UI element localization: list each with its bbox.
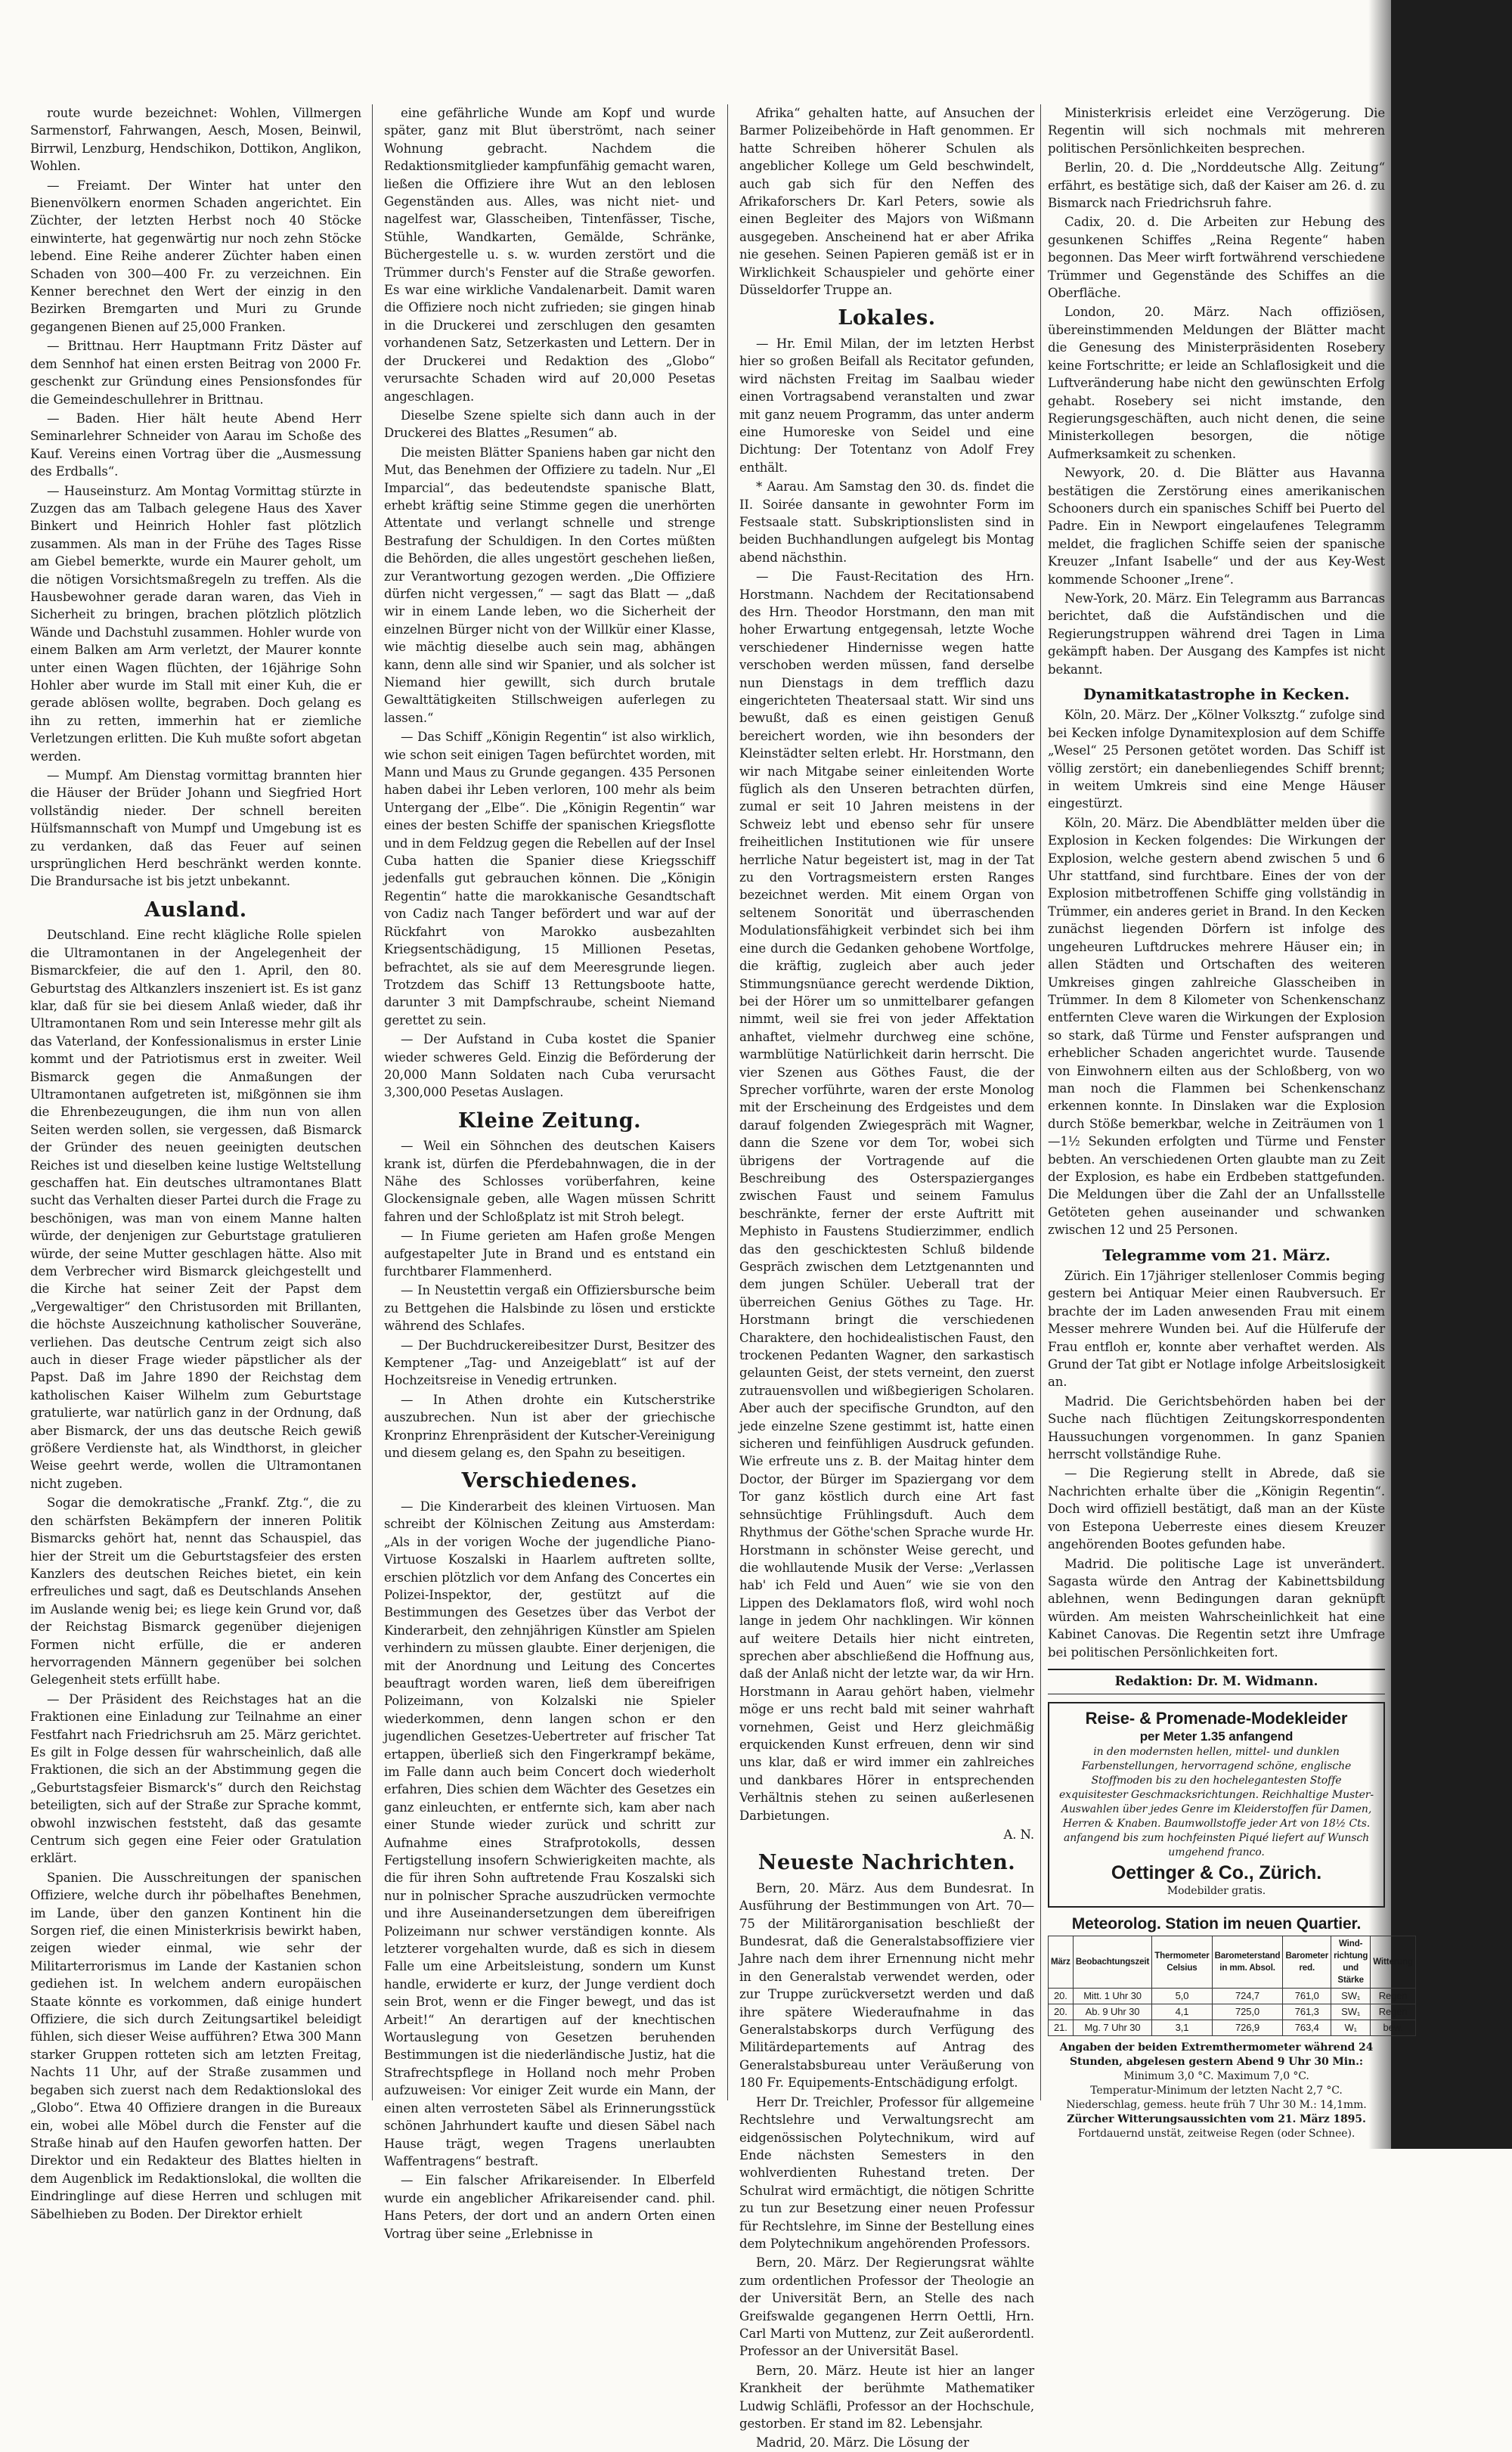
column-header: Barometerstand in mm. Absol. xyxy=(1212,1936,1283,1989)
weather-forecast: Fortdauernd unstät, zeitweise Regen (oder Schnee). xyxy=(1077,2128,1356,2140)
cell: 761,3 xyxy=(1283,2004,1331,2020)
paragraph: Madrid, 20. März. Die Lösung der xyxy=(756,2435,969,2450)
column-2 xyxy=(384,104,715,2241)
cell: 761,0 xyxy=(1283,1989,1331,2004)
cell: 3,1 xyxy=(1152,2020,1212,2036)
paragraph: — In Athen drohte ein Kutscherstrike auszubrechen. Nun ist aber der griechische Kronprinz Ehrenpräsident der Kutscher-Vereinigung und diesem gelang es, den Spahn zu beseitigen. xyxy=(384,1392,715,1461)
paragraph: Bern, 20. März. Der Regierungsrat wählte zum ordentlichen Professor der Theologie an der Universität Bern, an Stelle des nach Greifswalde gegangenen Herrn Oettli, Hrn. Carl Marti von Muttenz, zur Zeit außerordentl. Professor an der Universität Basel. xyxy=(739,2255,1034,2359)
cell: bew. xyxy=(1371,2020,1416,2036)
paragraph: Newyork, 20. d. Die Blätter aus Havanna bestätigen die Zerstörung eines amerikanischen Schooners durch ein spanisches Schiff bei Puerto del Padre. Ein in Newport eingelaufenes Telegramm meldet, die fraglichen Schiffe seien der spanische Kreuzer „Infant Isabelle“ und der aus Key-West kommende Schooner „Irene“. xyxy=(1048,466,1385,587)
weather-note: Niederschlag, gemess. heute früh 7 Uhr 30 M.: 14,1mm. xyxy=(1066,2099,1367,2112)
paragraph: — Die Kinderarbeit des kleinen Virtuosen. Man schreibt der Kölnischen Zeitung aus Amsterdam: „Als in der vorigen Woche der jugendliche Piano-Virtuose Koszalski in Haarlem auftreten sollte, erschien plötzlich vor dem Anfang des Concertes ein Polizei-Inspektor, der, gestützt auf die Bestimmungen des Gesetzes über das Verbot der Kinderarbeit, den zehnjährigen Künstler am Spielen verhindern zu müssen glaubte. Einer derjenigen, die mit der Anordnung und Leitung des Concertes beauftragt worden waren, ließ dem übereifrigen Polizeimann, von Kolzalski nie Spieler wiederkommen, denn langen schon er den jugendlichen Gesetzes-Uebertreter auf frischer Tat ertappen, überließ sich den Fingerkrampf bekäme, im Falle dann auch beim Concert doch wiederholt erfahren, Dies schien dem Wächter des Gesetzes ein ganz einleuchten, er entfernte sich, kam aber nach einer Stunde wieder zurück und schritt zur Aufnahme eines Strafprotokolls, dessen Fertigstellung insofern Schwierigkeiten machte, als die für ihren Sohn auftretende Frau Koszalski sich nur in polnischer Sprache auszudrücken vermochte und ihre Auseinandersetzungen dem übereifrigen Polizeimann nur schwer verständigen konnte. Als letzterer vorgehalten wurde, daß es sich in diesem Falle um eine Arbeitsleistung, sondern um Kunst handle, erwiderte er kurz, der Junge verdient doch sein Brot, wenn er die Finger bewegt, und das ist Arbeit!“ An derartigen auf der knechtischen Wortauslegung von Gesetzen beruhenden Bestimmungen ist die niederländische Justiz, hat die Strafrechtspflege in Holland noch mehr Proben aufzuweisen: Vor einiger Zeit wurde ein Mann, der einen alten verrosteten Säbel als Erinnerungsstück schönen Jahrhundert kaufte und diesen Säbel nach Hause trägt, wegen Tragens unerlaubten Waffentragens“ bestraft. xyxy=(384,1499,715,2168)
paragraph: — Mumpf. Am Dienstag vormittag brannten hier die Häuser der Brüder Johann und Siegfried Hort vollständig nieder. Der schnell bereiten Hülfsmannschaft von Mumpf und Umgebung ist es zu verdanken, daß das Feuer auf seinen ursprünglichen Herd beschränkt werden konnte. Die Brandursache ist bis jetzt unbekannt. xyxy=(30,768,361,889)
cell: 763,4 xyxy=(1283,2020,1331,2036)
cell: Ab. 9 Uhr 30 xyxy=(1073,2004,1151,2020)
cell: 20. xyxy=(1049,1989,1074,2004)
column-header: Witterung xyxy=(1371,1936,1416,1989)
paragraph: Afrika“ gehalten hatte, auf Ansuchen der Barmer Polizeibehörde in Haft genommen. Er hatte Schreiben höherer Schulen als angeblicher Kollege um Geld beschwindelt, auch gab sich für den Neffen des Afrikaforschers Dr. Karl Peters, sowie als einen Begleiter des Majors von Wißmann ausgegeben. Anscheinend hat er aber Afrika nie gesehen. Seinen Papieren gemäß ist er in Wirklichkeit Schauspieler und gehörte einer Düsseldorfer Truppe an. xyxy=(739,106,1034,298)
cell: 21. xyxy=(1049,2020,1074,2036)
paragraph: — Die Regierung stellt in Abrede, daß sie Nachrichten erhalte über die „Königin Regentin“. Doch wird offiziell bestätigt, daß man an der Küste von Estepona Ueberreste eines diesem Kreuzer angehörenden Bootes gefunden habe. xyxy=(1048,1466,1385,1552)
paragraph: — Die Faust-Recitation des Hrn. Horstmann. Nachdem der Recitationsabend des Hrn. Theodor Horstmann, den man mit hoher Erwartung entgegensah, letzte Woche verschiedener Hindernisse wegen hatte verschoben werden müssen, fand derselbe nun Dienstags in dem trefflich dazu eingerichteten Theatersaal statt. Wir sind uns bewußt, daß es einen geistigen Genuß bereichert worden, wie ihn besonders der Kleinstädter selten erlebt. Hr. Horstmann, den wir nach Mitgabe seiner einleitenden Worte füglich als den Unseren betrachten dürfen, zumal er seit 10 Jahren meistens in der Schweiz lebt und ebenso sehr für unsere freiheitlichen Institutionen wie für unsere herrliche Natur begeistert ist, mag in der Tat zu den Vortragsmeistern ersten Ranges bezeichnet werden. Mit einem Organ von seltenem Sonorität und überraschenden Modulationsfähigkeit verbindet sich bei ihm eine durch die Gedanken gehobene Wortfolge, die kräftig, zugleich aber auch jeder Stimmungsnüance gerecht werdende Diktion, bei der Hörer um so unmittelbarer gefangen nimmt, weil sie frei von jeder Affektation anhaftet, vielmehr durchweg eine schöne, warmblütige Natürlichkeit darin herrscht. Die vier Szenen aus Göthes Faust, die der Sprecher vorführte, waren der erste Monolog mit der Erscheinung des Erdgeistes und dem darauf folgenden Zwiegespräch mit Wagner, dann die Szene vor dem Tor, wobei sich übrigens der Vortragende auf die Beschreibung des Osterspazierganges zwischen Faust und seinem Famulus beschränkte, ferner der erste Auftritt mit Mephisto in Faustens Studierzimmer, endlich das den geschicktesten Schluß bildende Gespräch zwischen dem Letztgenannten und dem jungen Schüler. Ueberall trat der überreichen Genius Göthes zu Tage. Hr. Horstmann bringt die verschiedenen Charaktere, den hochidealistischen Faust, den trockenen Pedanten Wagner, den sarkastisch gelaunten Geist, der stets verneint, den zuerst zutrauensvollen und wißbegierigen Scholaren. Aber auch der specifische Grundton, auf den jede einzelne Szene gestimmt ist, hatte einen sicheren und feinfühligen Ausdruck gefunden. Wie erfreute uns z. B. der Maitag hinter dem Doctor, der Bürger im Spaziergang vor dem Tor ganz köstlich durch eine Art fast sehnsüchtige Frühlingsduft. Auch dem Rhythmus der Göthe'schen Sprache wurde Hr. Horstmann in schönster Weise gerecht, und die wohllautende Musik der Verse: „Verlassen hab' ich Feld und Auen“ wie sie von den Lippen des Deklamators floß, wird wohl noch lange in jedem Ohr nachklingen. Wir können auf weitere Details hier nicht eintreten, sprechen aber abschließend die Hoffnung aus, daß der Anlaß nicht der letzte war, da wir Hrn. Horstmann in Aarau gehört haben, vielmehr möge er uns recht bald mit seiner wahrhaft vornehmen, Geist und Herz gleichmäßig erquickenden Kunst erfreuen, denn wir sind uns klar, daß er wird immer ein zahlreiches und dankbares Hörer in entsprechenden Verhältnis stehen zu seinen außerlesenen Darbietungen. xyxy=(739,569,1034,1823)
weather-table xyxy=(1048,1936,1416,2036)
paragraph: Dieselbe Szene spielte sich dann auch in der Druckerei des Blattes „Resumen“ ab. xyxy=(384,408,715,441)
paragraph: Madrid. Die Gerichtsbehörden haben bei der Suche nach flüchtigen Zeitungskorrespondenten Haussuchungen vorgenommen. In ganz Spanien herrscht vollständige Ruhe. xyxy=(1048,1393,1385,1462)
paragraph: Cadix, 20. d. Die Arbeiten zur Hebung des gesunkenen Schiffes „Reina Regente“ haben begonnen. Das Meer wirft fortwährend verschiedene Trümmer und Gegenstände des Schiffes an die Oberfläche. xyxy=(1048,215,1385,301)
paragraph: — Baden. Hier hält heute Abend Herr Seminarlehrer Schneider von Aarau im Schoße des Kauf. Vereins einen Vortrag über die „Ausmessung des Erdballs“. xyxy=(30,411,361,479)
scan-dark-border xyxy=(1391,0,1512,2149)
paragraph: Bern, 20. März. Aus dem Bundesrat. In Ausführung der Bestimmungen von Art. 70—75 der Militärorganisation beschließt der Bundesrat, daß die Generalstabsoffiziere vier Jahre nach dem ihrer Ernennung nicht mehr in den Generalstab verwendet werden, oder zur Truppe zurückversetzt werden und daß ihre spätere Wiederaufnahme in das Generalstabskorps durch Verfügung des Militärdepartements auf Antrag des Generalstabsbureau unter Veräußerung von 180 Fr. Equipements-Entschädigung erfolgt. xyxy=(739,1880,1034,2091)
cell: Mitt. 1 Uhr 30 xyxy=(1073,1989,1151,2004)
paragraph: — Hauseinsturz. Am Montag Vormittag stürzte in Zuzgen das am Talbach gelegene Haus des Xaver Binkert und Heinrich Hohler fast plötzlich zusammen. Als man in der Frühe des Tages Risse am Giebel bemerkte, wurde ein Maurer geholt, um die nötigen Vorsichtsmaßregeln zu treffen. Als die Hausbewohner gerade daran waren, das Vieh in Sicherheit zu bringen, brachen plötzlich plötzlich Wände und Dachstuhl zusammen. Hohler wurde von einem Balken am Arm verletzt, der Maurer konnte unter einen Wagen flüchten, der 16jährige Sohn Hohler aber wurde im Stall mit einer Kuh, die er gerade ablösen wollte, begraben. Doch gelang es ihn zu retten, immerhin hat er ziemliche Verletzungen erlitten. Die Kuh mußte sofort abgetan werden. xyxy=(30,483,361,764)
paragraph: — Der Präsident des Reichstages hat an die Fraktionen eine Einladung zur Teilnahme an einer Festfahrt nach Friedrichsruh am 25. März gerichtet. Es gilt in Folge dessen für wahrscheinlich, daß alle Fraktionen, die sich an der Abstimmung gegen die „Geburtstagsfeier Bismarck's“ durch den Reichstag beteiligten, sich auf der Straße zur Sprache kommt, obwohl inzwischen feststeht, daß das gesamte Centrum sich gegen eine Feier oder Gratulation erklärt. xyxy=(30,1691,361,1866)
paragraph: — Brittnau. Herr Hauptmann Fritz Däster auf dem Sennhof hat einen ersten Beitrag von 2000 Fr. geschenkt zur Gründung eines Pensionsfondes für die Gemeindeschullehrer in Brittnau. xyxy=(30,339,361,407)
column-header: Barometer red. xyxy=(1283,1936,1331,1989)
column-rule xyxy=(1040,104,1041,2100)
paragraph: Deutschland. Eine recht klägliche Rolle spielen die Ultramontanen in der Angelegenheit der Bismarckfeier, die auf den 1. April, den 80. Geburtstag des Altkanzlers inszeniert ist. Es ist ganz klar, daß für sie bei diesem Anlaß wieder, daß ihr Ultramontanen Rom und sein Interesse mehr gilt als das Vaterland, der Konfessionalismus in erster Linie kommt und der Patriotismus erst in zweiter. Weil Bismarck gegen die Anmaßungen der Ultramontanen aufgetreten ist, mißgönnen sie ihm die Ehrenbezeugungen, die ihm nun von allen Seiten werden sollen, sie vergessen, daß Bismarck der Gründer des neuen geeinigten deutschen Reiches ist und dieselben keine lustige Weltstellung geschaffen hat. Ein deutsches ultramontanes Blatt sucht das Verhalten dieser Partei durch die Frage zu beschönigen, was man von einem Manne halten würde, der denjenigen zur Geburtstage gratulieren würde, der seine Mutter geschlagen hätte. Also mit dem Verbrecher wird Bismarck gleichgestellt und die Kirche hat seiner Zeit der Papst dem „Vergewaltiger“ den Christusorden mit Brillanten, die höchste Auszeichnung katholischer Souveräne, verliehen. Das deutsche Centrum zeigt sich also auch in dieser Frage wieder päpstlicher als der Papst. Daß im Jahre 1890 der Reichstag dem katholischen Kaiser Wilhelm zum Geburtstage gratulierte, war natürlich ganz in der Ordnung, daß aber Bismarck, der uns das deutsche Reich gewiß größere Verdienste hat, als Windthorst, in gleicher Weise geehrt werde, wollen die Ultramontanen nicht zugeben. xyxy=(30,928,361,1491)
table-row xyxy=(1049,1989,1416,2004)
paragraph: Köln, 20. März. Die Abendblätter melden über die Explosion in Kecken folgendes: Die Wirkungen der Explosion, welche gestern abend zwischen 5 und 6 Uhr stattfand, sind furchtbare. Eines der von der Explosion mitbetroffenen Schiffe ging vollständig in Trümmer, ein anderes geriet in Brand. In den Kecken zunächst liegenden Dörfern ist infolge des ungeheuren Luftdruckes mehrere Häuser ein; in allen Städten und Ortschaften des weiteren Umkreises gingen zahlreiche Glasscheiben in Trümmer. In dem 8 Kilometer von Schenkenschanz entfernten Cleve waren die Wirkungen der Explosion so stark, daß Türme und Fenster aufsprangen und erheblicher Schaden angerichtet wurde. Tausende von Einwohnern eilten aus der Schloßberg, von wo man noch die Flammen bei Schenkenschanz erkennen konnte. In Dinslaken war die Explosion durch Stöße bemerkbar, welche in Zeiträumen von 1—1½ Sekunden erfolgten und Türme und Fenster bebten. An verschiedenen Orten glaubte man zu Zeit der Explosion, es habe ein Erdbeben stattgefunden. Die Meldungen über die Zahl der an Unfallsstelle Getöteten gehen auseinander und schwanken zwischen 12 und 25 Personen. xyxy=(1048,815,1385,1238)
cell: W₁ xyxy=(1331,2020,1371,2036)
section-heading-ausland: Ausland. xyxy=(144,897,247,922)
section-heading-verschiedenes: Verschiedenes. xyxy=(461,1469,638,1493)
paragraph: eine gefährliche Wunde am Kopf und wurde später, ganz mit Blut überströmt, nach seiner Wohnung gebracht. Nachdem die Redaktionsmitglieder kampfunfähig gemacht waren, ließen die Offiziere ihre Wut an den leblosen Gegenständen aus. Alles, was nicht niet- und nagelfest war, Glasscheiben, Tintenfässer, Tische, Stühle, Wandkarten, Gemälde, Schränke, Büchergestelle u. s. w. wurden zerstört und die Trümmer durch's Fenster auf die Straße geworfen. Es war eine wirkliche Vandalenarbeit. Damit waren die Offiziere noch nicht zufrieden; sie gingen hinab in die Druckerei und zerschlugen den gesamten vorhandenen Satz, Setzerkasten und Lettern. Der in der Druckerei und Redaktion des „Globo“ verursachte Schaden wird auf 20,000 Pesetas angeschlagen. xyxy=(384,106,715,404)
paragraph: Die meisten Blätter Spaniens haben gar nicht den Mut, das Benehmen der Offiziere zu tadeln. Nur „El Imparcial“, das bedeutendste spanische Blatt, erhebt kräftig seine Stimme gegen die unerhörten Attentate und verlangt schnelle und strenge Bestrafung der Schuldigen. In den Cortes müßten die Behörden, die alles ungestört geschehen ließen, zur Verantwortung gezogen werden. „Die Offiziere dürfen nicht vergessen,“ — sagt das Blatt — „daß wir in einem Lande leben, wo die Sicherheit der einzelnen Bürger nicht von der Willkür einer Klasse, wie mächtig dieselbe auch sein mag, abhängen kann, denn alle sind wir Spanier, und als solcher ist Niemand hier gewillt, sich durch brutale Gewalttätigkeiten Stillschweigen auferlegen zu lassen.“ xyxy=(384,445,715,725)
paragraph: — In Neustettin vergaß ein Offiziersbursche beim zu Bettgehen die Halsbinde zu lösen und erstickte während des Schlafes. xyxy=(384,1283,715,1334)
weather-station-title: Meteorolog. Station im neuen Quartier. xyxy=(1071,1914,1362,1933)
weather-table-header-row xyxy=(1049,1936,1416,1989)
editor-line: Redaktion: Dr. M. Widmann. xyxy=(1048,1669,1385,1694)
ad-title: Reise- & Promenade-Modekleider xyxy=(1085,1709,1348,1728)
paragraph: Berlin, 20. d. Die „Norddeutsche Allg. Zeitung“ erfährt, es bestätige sich, daß der Kaiser am 26. d. zu Bismarck nach Friedrichsruh fahre. xyxy=(1048,160,1385,211)
cell: 20. xyxy=(1049,2004,1074,2020)
paragraph: Ministerkrisis erleidet eine Verzögerung. Die Regentin will sich nochmals mit mehreren politischen Persönlichkeiten besprechen. xyxy=(1048,106,1385,156)
cell: Regen xyxy=(1371,1989,1416,2004)
paragraph: Sogar die demokratische „Frankf. Ztg.“, die zu den schärfsten Bekämpfern der inneren Politik Bismarcks gehört hat, nennt das Schauspiel, das hier der Streit um die Geburtstagsfeier des ersten Kanzlers des deutschen Reiches bietet, ein kein erfreuliches und sagt, daß es Deutschlands Ansehen im Auslande wenig bei; es liege kein Grund vor, daß der Reichstag Bismarck gegenüber diejenigen Formen nicht erfülle, die er anderen hervorragenden Männern gegenüber bei solchen Gelegenheit stets erfüllt habe. xyxy=(30,1496,361,1688)
cell: 725,0 xyxy=(1212,2004,1283,2020)
paragraph: London, 20. März. Nach offiziösen, übereinstimmenden Meldungen der Blätter macht die Genesung des Ministerpräsidenten Rosebery keine Fortschritte; er leide an Schlaflosigkeit und die Luftveränderung habe nicht den gewünschten Erfolg gehabt. Rosebery sei nicht imstande, den Regierungsgeschäften, auch nicht denen, die seine Ministerkollegen besorgen, die nötige Aufmerksamkeit zu schenken. xyxy=(1048,305,1385,461)
column-1 xyxy=(30,104,361,2221)
paragraph: route wurde bezeichnet: Wohlen, Villmergen Sarmenstorf, Fahrwangen, Aesch, Mosen, Beinwil, Birrwil, Lenzburg, Hendschikon, Dottikon, Anglikon, Wohlen. xyxy=(30,106,361,174)
paragraph: — Das Schiff „Königin Regentin“ ist also wirklich, wie schon seit einigen Tagen befürchtet worden, mit Mann und Maus zu Grunde gegangen. 435 Personen haben dabei ihr Leben verloren, 100 mehr als beim Untergang der „Elbe“. Die „Königin Regentin“ war eines der besten Schiffe der spanischen Kriegsflotte und in dem Feldzug gegen die Rebellen auf der Insel Cuba hatten die Spanier diese Kriegsschiff jedenfalls gut gebrauchen können. Die „Königin Regentin“ hatte die marokkanische Gesandtschaft von Cadiz nach Tanger befördert und war auf der Rückfahrt von Marokko ausbezahlten Kriegsentschädigung, 15 Millionen Pesetas, befrachtet, als sie auf dem Meeresgrunde liegen. Trotzdem das Schiff 13 Rettungsboote hatte, darunter 3 mit Dampfschraube, scheint Niemand gerettet zu sein. xyxy=(384,730,715,1028)
paragraph: Madrid. Die politische Lage ist unverändert. Sagasta würde den Antrag der Kabinettsbildung ablehnen, wenn Bedingungen daran geknüpft würden. Am meisten Wahrscheinlichkeit hat eine Kabinet Canovas. Die Regentin setzt ihre Umfrage bei politischen Persönlichkeiten fort. xyxy=(1048,1556,1385,1660)
cell: SW₁ xyxy=(1331,2004,1371,2020)
paragraph: Köln, 20. März. Der „Kölner Volksztg.“ zufolge sind bei Kecken infolge Dynamitexplosion auf dem Schiffe „Wesel“ 25 Personen getötet worden. Das Schiff ist völlig zerstört; ein danebenliegendes Schiff brennt; in weitem Umkreis sind eine Menge Häuser eingestürzt. xyxy=(1048,708,1385,811)
cell: 5,0 xyxy=(1152,1989,1212,2004)
weather-note: Angaben der beiden Extremthermometer während 24 Stunden, abgelesen gestern Abend 9 Uhr 30 Min.: xyxy=(1059,2041,1374,2069)
paragraph: — Freiamt. Der Winter hat unter den Bienenvölkern enormen Schaden angerichtet. Ein Züchter, der letzten Herbst noch 40 Stöcke einwinterte, hat gegenwärtig nur noch zehn Stöcke lebend. Eine Reihe anderer Züchter haben einen Schaden von 300—400 Fr. zu verzeichnen. Ein Kenner berechnet den Wert der einzig in den Bezirken Bremgarten und Muri zu Grunde gegangenen Bienen auf 25,000 Franken. xyxy=(30,178,361,334)
section-heading-kleine-zeitung: Kleine Zeitung. xyxy=(457,1108,642,1133)
section-heading-dynamitkatastrophe: Dynamitkatastrophe in Kecken. xyxy=(1083,685,1350,703)
cell: Mg. 7 Uhr 30 xyxy=(1073,2020,1151,2036)
author-signature: A. N. xyxy=(1003,1827,1034,1842)
cell: 724,7 xyxy=(1212,1989,1283,2004)
paragraph: Bern, 20. März. Heute ist hier an langer Krankheit der berühmte Mathematiker Ludwig Schläfli, Professor an der Hochschule, gestorben. Er stand im 82. Lebensjahr. xyxy=(739,2363,1034,2431)
ad-firm: Oettinger & Co., Zürich. xyxy=(1111,1862,1322,1884)
column-rule xyxy=(727,104,728,2100)
paragraph: — Weil ein Söhnchen des deutschen Kaisers krank ist, dürfen die Pferdebahnwagen, die in der Nähe des Schlosses vorüberfahren, keine Glockensignale geben, alle Wagen müssen Schritt fahren und der Schloßplatz ist mit Stroh belegt. xyxy=(384,1139,715,1224)
paragraph: — Der Aufstand in Cuba kostet die Spanier wieder schweres Geld. Einzig die Beförderung der 20,000 Mann Soldaten nach Cuba verursacht 3,300,000 Pesetas Auslagen. xyxy=(384,1032,715,1100)
cell: 4,1 xyxy=(1152,2004,1212,2020)
section-heading-lokales: Lokales. xyxy=(838,306,936,330)
paragraph: New-York, 20. März. Ein Telegramm aus Barrancas berichtet, daß die Aufständischen und die Regierungstruppen während drei Tagen in Lima gekämpft haben. Der Ausgang des Kampfes ist nicht bekannt. xyxy=(1048,591,1385,677)
column-header: Beobachtungszeit xyxy=(1073,1936,1151,1989)
column-3 xyxy=(739,104,1034,2450)
weather-note: Temperatur-Minimum der letzten Nacht 2,7 °C. xyxy=(1090,2085,1343,2097)
weather-forecast-title: Zürcher Witterungsaussichten vom 21. März 1895. xyxy=(1067,2113,1366,2126)
ad-note: Modebilder gratis. xyxy=(1167,1884,1266,1897)
cell: Regen xyxy=(1371,2004,1416,2020)
column-header: Thermometer Celsius xyxy=(1152,1936,1212,1989)
section-heading-neueste-nachrichten: Neueste Nachrichten. xyxy=(758,1851,1016,1875)
table-row xyxy=(1049,2004,1416,2020)
cell: 726,9 xyxy=(1212,2020,1283,2036)
section-heading-telegramme: Telegramme vom 21. März. xyxy=(1102,1245,1331,1264)
advertisement-box xyxy=(1048,1702,1385,1908)
paragraph: Herr Dr. Treichler, Professor für allgemeine Rechtslehre und Verwaltungsrecht am eidgenössischen Polytechnikum, wird auf Ende nächsten Semesters in den wohlverdienten Ruhestand treten. Der Schulrat wird ermächtigt, die nötigen Schritte zu tun zur Besetzung einer neuen Professur für Rechtslehre, im Sinne der Bestellung eines dem Polytechnikum angehörenden Professors. xyxy=(739,2094,1034,2251)
column-rule xyxy=(372,104,373,2100)
column-header: März xyxy=(1049,1936,1074,1989)
ad-body: in den modernsten hellen, mittel- und dunklen Farbenstellungen, hervorragend schöne, englische Stoffmoden bis zu den hochelegantesten Stoffe exquisitester Geschmacksrichtungen. Reichhaltige Muster-Auswahlen über jedes Genre im Kleiderstoffen für Damen, Herren & Knaben. Baumwollstoffe jeder Art von 18½ Cts. anfangend bis zum hochfeinsten Piqué liefert auf Wunsch umgehend franco. xyxy=(1058,1746,1374,1859)
paragraph: — Hr. Emil Milan, der im letzten Herbst hier so großen Beifall als Recitator gefunden, wird nächsten Freitag im Saalbau wieder einen Vortragsabend veranstalten und zwar mit ganz neuem Programm, das unter anderm eine Humoreske von Seidel und eine Dichtung: Der Totentanz von Adolf Frey enthält. xyxy=(739,336,1034,475)
column-4 xyxy=(1048,104,1413,2140)
weather-note: Minimum 3,0 °C. Maximum 7,0 °C. xyxy=(1123,2070,1309,2083)
paragraph: * Aarau. Am Samstag den 30. ds. findet die II. Soirée dansante in gewohnter Form im Festsaale statt. Subskriptionslisten sind in beiden Buchhandlungen aufgelegt bis Montag abend nächsthin. xyxy=(739,479,1034,565)
paragraph: Zürich. Ein 17jähriger stellenloser Commis beging gestern bei Antiquar Meier einen Raubversuch. Er brachte der im Laden anwesenden Frau mit einem Messer mehrere Wunden bei. Auf die Hülferufe der Frau entfloh er, konnte aber verhaftet werden. Als Grund der Tat gibt er Notlage infolge Arbeitslosigkeit an. xyxy=(1048,1269,1385,1390)
table-row xyxy=(1049,2020,1416,2036)
column-header: Wind-richtung und Stärke xyxy=(1331,1936,1371,1989)
paragraph: — Der Buchdruckereibesitzer Durst, Besitzer des Kemptener „Tag- und Anzeigeblatt“ ist auf der Hochzeitsreise in Venedig ertrunken. xyxy=(384,1338,715,1388)
paragraph: — In Fiume gerieten am Hafen große Mengen aufgestapelter Jute in Brand und es entstand ein furchtbarer Flammenherd. xyxy=(384,1229,715,1279)
paragraph: Spanien. Die Ausschreitungen der spanischen Offiziere, welche durch ihr pöbelhaftes Benehmen, im Lande, über den ganzen Kontinent hin die Sorgen rief, die einen Ministerkrisis bewirkt haben, zeigen wieder einmal, wie sehr der Militarterrorismus im Lande der Kastanien schon gediehen ist. In welchem andern europäischen Staate könnte es vorkommen, daß einige hundert Offiziere, die sich durch Zeitungsartikel beleidigt fühlen, sich dieser Weise aufführen? Etwa 300 Mann starker Gruppen rotteten sich am letzten Freitag, Nachts 11 Uhr, auf der Straße zusammen und begaben sich zuerst nach dem Redaktionslokal des „Globo“. Etwa 40 Offiziere drangen in die Bureaux ein, wobei alle Möbel durch die Fenster auf die Straße hinab auf den Haufen geworfen hatten. Der Direktor und ein Redakteur des Blattes hielten in dem Augenblick im Redaktionslokal, die wollten die Eindringlinge auf diese Herren und schlugen mit Säbelhieben zu Boden. Der Direktor erhielt xyxy=(30,1870,361,2221)
cell: SW₁ xyxy=(1331,1989,1371,2004)
weather-notes xyxy=(1048,2041,1385,2141)
ad-price: per Meter 1.35 anfangend xyxy=(1139,1728,1294,1744)
paragraph: — Ein falscher Afrikareisender. In Elberfeld wurde ein angeblicher Afrikareisender cand. phil. Hans Peters, der dort und an andern Orten einen Vortrag über seine „Erlebnisse in xyxy=(384,2173,715,2241)
